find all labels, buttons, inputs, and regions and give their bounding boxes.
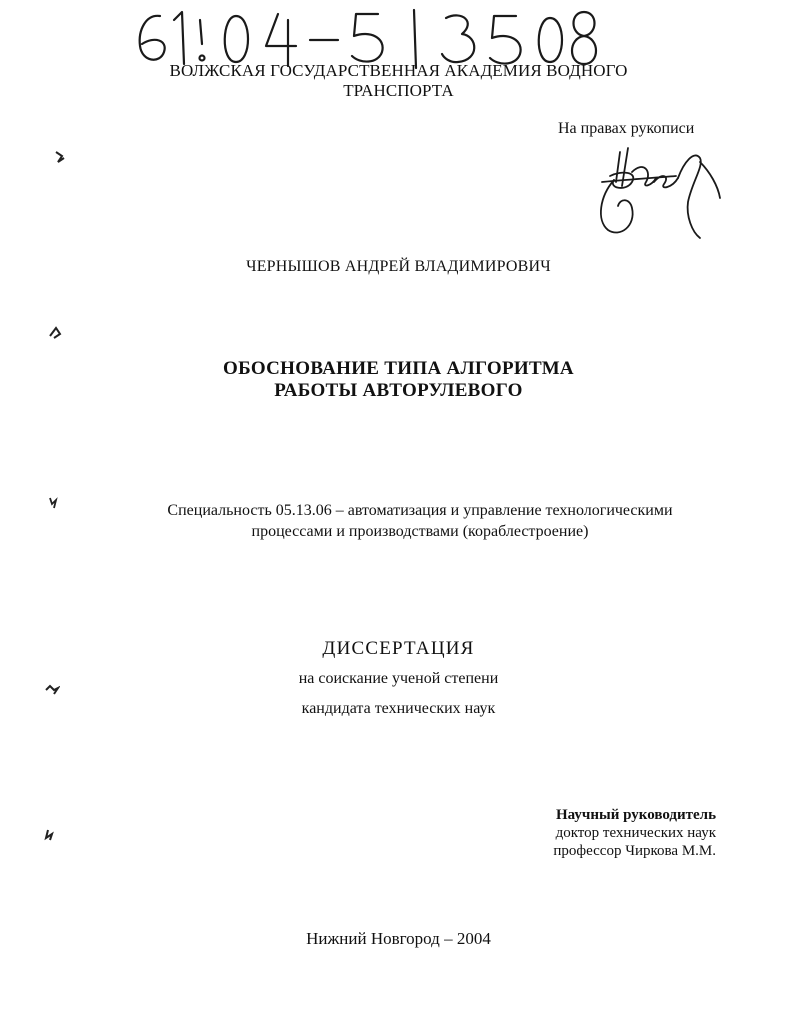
supervisor-name: профессор Чиркова М.М.	[553, 843, 716, 859]
specialty-line-2: процессами и производствами (кораблестроение)	[251, 523, 589, 540]
dissertation-title	[0, 358, 797, 402]
city-year: Нижний Новгород – 2004	[306, 929, 491, 948]
signature	[592, 142, 722, 242]
institution-line-2: ТРАНСПОРТА	[343, 81, 454, 100]
title-line-2: РАБОТЫ АВТОРУЛЕВОГО	[274, 380, 523, 401]
scan-margin-mark	[46, 496, 62, 510]
scan-margin-mark	[48, 326, 64, 340]
degree-line-1: на соискание ученой степени	[298, 670, 499, 687]
specialty-line-1: Специальность 05.13.06 – автоматизация и управление технологическими	[167, 502, 673, 519]
degree-line-2: кандидата технических наук	[301, 700, 496, 717]
supervisor-block	[540, 806, 716, 860]
rights-label: На правах рукописи	[558, 120, 695, 137]
scan-margin-mark	[42, 828, 58, 842]
institution-line-1: ВОЛЖСКАЯ ГОСУДАРСТВЕННАЯ АКАДЕМИЯ ВОДНОГО	[169, 61, 628, 80]
supervisor-heading: Научный руководитель	[556, 807, 716, 823]
specialty	[100, 500, 740, 542]
title-line-1: ОБОСНОВАНИЕ ТИПА АЛГОРИТМА	[223, 358, 574, 379]
institution-name	[0, 61, 797, 101]
document-type: ДИССЕРТАЦИЯ	[322, 638, 475, 659]
scan-margin-mark	[52, 150, 68, 164]
author-name: ЧЕРНЫШОВ АНДРЕЙ ВЛАДИМИРОВИЧ	[246, 258, 551, 275]
scan-margin-mark	[44, 682, 60, 696]
supervisor-rank: доктор технических наук	[555, 825, 716, 841]
